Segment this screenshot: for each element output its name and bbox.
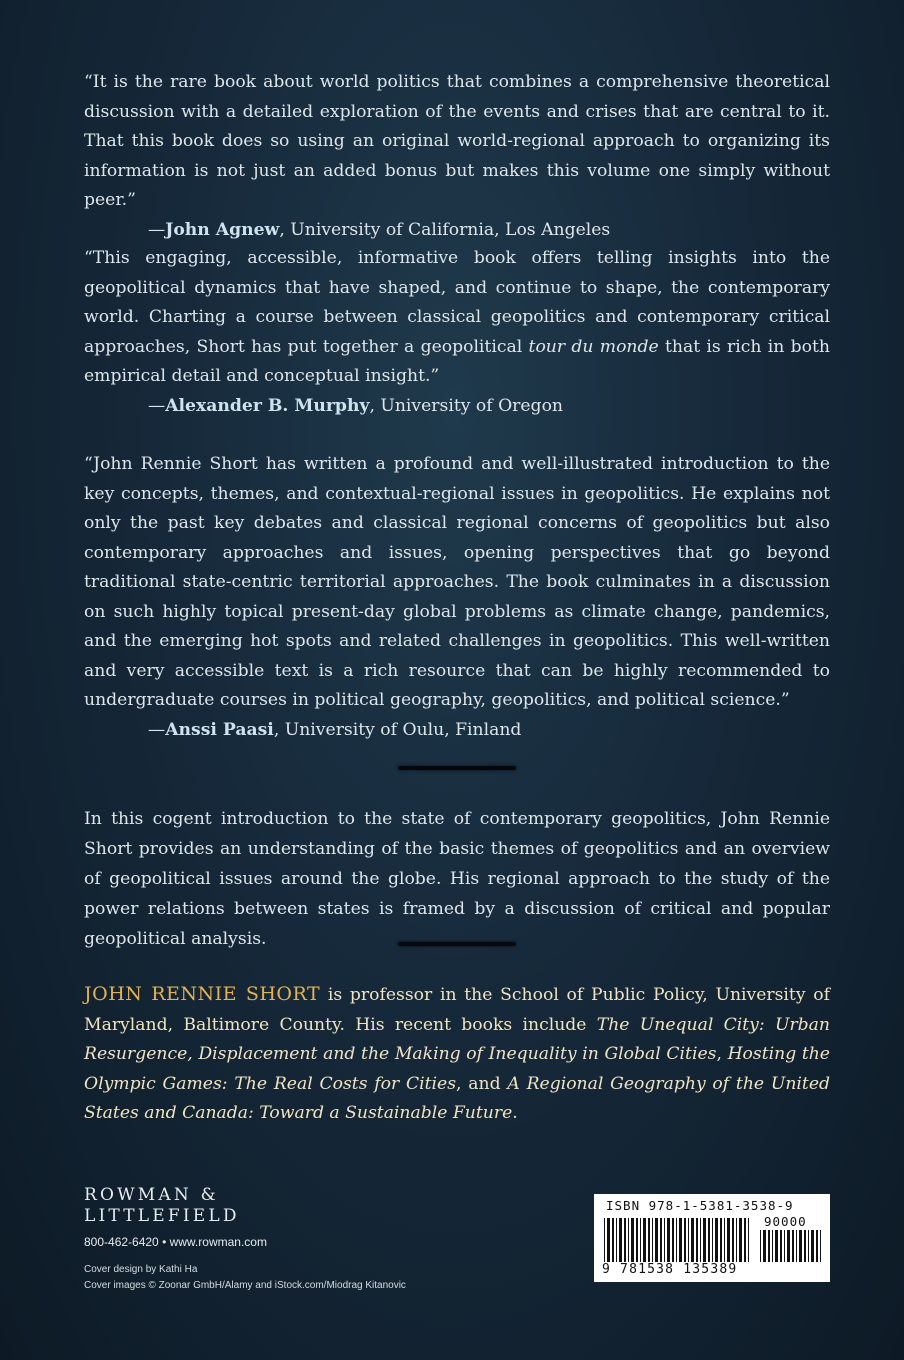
barcode-bar — [768, 1230, 770, 1262]
quote-attribution — [148, 216, 830, 246]
barcode-bar — [780, 1230, 782, 1262]
dash: — — [148, 395, 166, 416]
barcode-bar — [748, 1218, 749, 1262]
barcode-bar — [640, 1218, 641, 1262]
barcode-bar — [804, 1230, 806, 1262]
quote-affiliation: , University of Oregon — [369, 395, 563, 416]
ean-text: 9 781538 135389 — [602, 1262, 738, 1277]
barcode-bar — [724, 1218, 725, 1262]
barcode-bar — [652, 1218, 653, 1262]
barcode-bar — [667, 1218, 670, 1262]
barcode-bar — [816, 1230, 818, 1262]
quote-text-part: “This engaging, accessible, informative book offers telling insights into the geopolitical dynamics that have shaped, and continue to shape, the contemporary world. Charting a course between classical geopolitics and contemporary critical approaches, Short has put together a geopolitical — [84, 248, 830, 357]
bio-text: is professor in the School of Public Policy, University of Maryland, Baltimore County. His recent books include — [84, 985, 830, 1035]
barcode-bar — [732, 1218, 734, 1262]
barcode-bar — [636, 1218, 638, 1262]
barcode-bar — [664, 1218, 665, 1262]
barcode-bar — [648, 1218, 650, 1262]
barcode-bar — [607, 1218, 610, 1262]
barcode-bar — [772, 1230, 773, 1262]
quote-author: Alexander B. Murphy — [165, 395, 370, 416]
barcode-bar — [775, 1230, 778, 1262]
bio-text: . — [512, 1103, 518, 1123]
barcode-bar — [708, 1218, 710, 1262]
barcode-bar — [808, 1230, 809, 1262]
quote-text — [84, 244, 830, 392]
bio-text: , and — [456, 1073, 508, 1094]
barcode-bar — [799, 1230, 802, 1262]
section-divider — [398, 942, 516, 946]
review-quote-1 — [84, 68, 830, 245]
quote-attribution — [148, 716, 830, 746]
barcode-bar — [616, 1218, 617, 1262]
review-quote-2 — [84, 244, 830, 421]
barcode-bar — [739, 1218, 742, 1262]
cover-design-credit: Cover design by Kathi Ha — [84, 1264, 198, 1275]
review-quote-3 — [84, 450, 830, 745]
dash: — — [148, 219, 166, 240]
quote-text: “John Rennie Short has written a profound and well-illustrated introduction to the key concepts, themes, and contextual-regional issues in geopolitics. He explains not only the past key debates and classical regional concerns of geopolitics but also contemporary approaches and issues, opening perspectives that go beyond traditional state-centric territorial approaches. The book culminates in a discussion on such highly topical present-day global problems as climate change, pandemics, and the emerging hot spots and related challenges in geopolitics. This well-written and very accessible text is a rich resource that can be highly recommended to undergraduate courses in political geography, geopolitics, and political science.” — [84, 454, 830, 710]
barcode-bar — [720, 1218, 722, 1262]
barcode-bar — [820, 1230, 821, 1262]
publisher-contact: 800-462-6420 • www.rowman.com — [84, 1235, 267, 1249]
barcode-bar — [655, 1218, 658, 1262]
barcode-bar — [712, 1218, 713, 1262]
quote-author: Anssi Paasi — [165, 719, 274, 740]
publisher-name-line: ROWMAN & — [84, 1185, 219, 1205]
barcode-bar — [604, 1218, 605, 1262]
author-bio — [84, 980, 830, 1129]
dash: — — [148, 719, 166, 740]
barcode-bar — [760, 1230, 761, 1262]
book-title: Hosting the Olympic Games: The Real Costs for Cities — [84, 1044, 830, 1094]
bio-text: , — [716, 1044, 728, 1064]
barcode-bar — [676, 1218, 677, 1262]
barcode-bar — [688, 1218, 689, 1262]
barcode-bar — [643, 1218, 646, 1262]
barcode-bar — [763, 1230, 766, 1262]
barcode-bar — [700, 1218, 701, 1262]
barcode-addon-text: 90000 — [764, 1214, 807, 1229]
quote-text-italic: tour du monde — [528, 336, 659, 357]
quote-affiliation: , University of California, Los Angeles — [279, 219, 611, 240]
book-title: The Unequal City: Urban Resurgence, Displacement and the Making of Inequality in Global Cities — [84, 1014, 831, 1064]
barcode-bar — [715, 1218, 718, 1262]
quote-text-part: that is rich in both empirical detail and conceptual insight.” — [84, 336, 830, 386]
isbn-text: ISBN 978-1-5381-3538-9 — [606, 1198, 794, 1213]
barcode-bar — [684, 1218, 686, 1262]
barcode-bar — [628, 1218, 629, 1262]
barcode-bar — [631, 1218, 634, 1262]
barcode-bar — [619, 1218, 622, 1262]
publisher-logo — [84, 1185, 267, 1227]
cover-credits — [84, 1262, 406, 1294]
barcode-bar — [679, 1218, 682, 1262]
barcode-bar — [703, 1218, 706, 1262]
section-divider — [398, 766, 516, 770]
barcode-bar — [744, 1218, 746, 1262]
barcode-bar — [727, 1218, 730, 1262]
barcode-bar — [696, 1218, 698, 1262]
barcode-bar — [624, 1218, 626, 1262]
barcode-bar — [691, 1218, 694, 1262]
publisher-block — [84, 1185, 267, 1249]
book-title: A Regional Geography of the United States and Canada: Toward a Sustainable Future — [84, 1073, 830, 1123]
barcode-bar — [612, 1218, 614, 1262]
book-description: In this cogent introduction to the state of contemporary geopolitics, John Rennie Short provides an understanding of the basic themes of geopolitics and an overview of geopolitical issues around the globe. His regional approach to the study of the power relations between states is framed by a discussion of critical and popular geopolitical analysis. — [84, 809, 830, 949]
quote-author: John Agnew — [165, 219, 280, 240]
author-name: JOHN RENNIE SHORT — [84, 983, 321, 1005]
barcode-addon-bars — [760, 1230, 824, 1262]
barcode-bar — [811, 1230, 814, 1262]
isbn-barcode — [594, 1194, 830, 1282]
barcode-bar — [736, 1218, 737, 1262]
barcode-bar — [787, 1230, 790, 1262]
barcode-bars — [604, 1218, 752, 1262]
barcode-bar — [796, 1230, 797, 1262]
publisher-name-line: LITTLEFIELD — [84, 1206, 240, 1226]
quote-text: “It is the rare book about world politics that combines a comprehensive theoretical discussion with a detailed exploration of the events and crises that are central to it. That this book does so using an original world-regional approach to organizing its information is not just an added bonus but makes this volume one simply without peer.” — [84, 72, 830, 210]
barcode-bar — [660, 1218, 662, 1262]
barcode-bar — [672, 1218, 674, 1262]
quote-attribution — [148, 392, 830, 422]
barcode-bar — [792, 1230, 794, 1262]
barcode-bar — [784, 1230, 785, 1262]
quote-affiliation: , University of Oulu, Finland — [273, 719, 522, 740]
cover-images-credit: Cover images © Zoonar GmbH/Alamy and iStock.com/Miodrag Kitanovic — [84, 1280, 406, 1291]
